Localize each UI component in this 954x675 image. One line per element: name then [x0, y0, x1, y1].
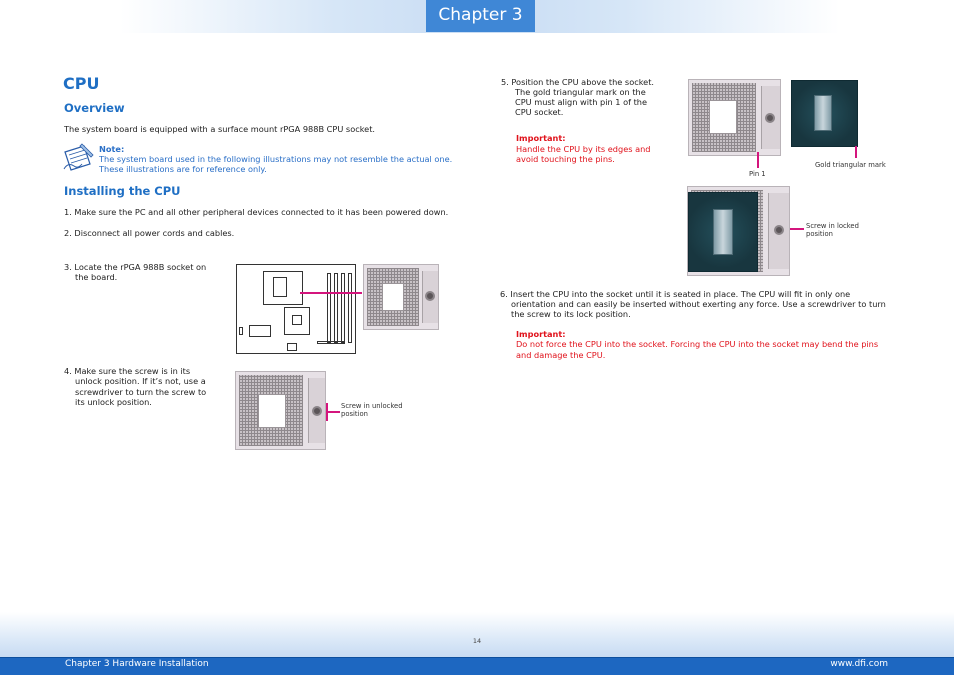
- note-pen-icon: [62, 142, 96, 172]
- step-4-line-2: unlock position. If it’s not, use a: [75, 376, 206, 386]
- step-6-important-label: Important:: [516, 329, 566, 339]
- step-6-important-1: Do not force the CPU into the socket. Forcing the CPU into the socket may bend the pins: [516, 339, 879, 349]
- step-5-line-4: CPU socket.: [515, 107, 564, 117]
- board-illustration: [236, 264, 356, 354]
- step-4-line-1: 4. Make sure the screw is in its: [64, 366, 191, 376]
- step-1: 1. Make sure the PC and all other peripheral devices connected to it has been powered down.: [64, 207, 449, 217]
- overview-heading: Overview: [64, 101, 125, 115]
- installing-heading: Installing the CPU: [64, 184, 181, 198]
- footer-gradient-band: [0, 612, 954, 657]
- page-number: 14: [472, 637, 482, 645]
- step-4-line-3: screwdriver to turn the screw to: [75, 387, 207, 397]
- step-5-important-1: Handle the CPU by its edges and: [516, 144, 651, 154]
- step-5-important-label: Important:: [516, 133, 566, 143]
- unlock-caption-1: Screw in unlocked: [341, 402, 403, 410]
- step-6-line-1: 6. Insert the CPU into the socket until it is seated in place. The CPU will fit in only one: [500, 289, 851, 299]
- step-5-line-1: 5. Position the CPU above the socket.: [501, 77, 655, 87]
- step-5-line-3: CPU must align with pin 1 of the: [515, 97, 648, 107]
- unlock-callout-tick: [326, 411, 340, 413]
- note-line-1: The system board used in the following illustrations may not resemble the actual one.: [99, 154, 453, 164]
- gold-mark-callout-line: [855, 146, 857, 158]
- socket-unlocked-illustration: [235, 371, 326, 450]
- step-6-important-2: and damage the CPU.: [516, 350, 606, 360]
- gold-mark-caption: Gold triangular mark: [815, 161, 886, 169]
- locked-caption-2: position: [806, 230, 833, 238]
- locked-callout-line: [790, 228, 804, 230]
- pin1-caption: Pin 1: [749, 170, 766, 178]
- socket-callout-line: [300, 292, 362, 294]
- footer-website-link[interactable]: www.dfi.com: [830, 659, 888, 669]
- cpu-seated-illustration: [688, 192, 758, 272]
- page-title: CPU: [63, 74, 100, 93]
- step-5-important-2: avoid touching the pins.: [516, 154, 615, 164]
- note-line-2: These illustrations are for reference only.: [99, 164, 267, 174]
- step-3-line-2: the board.: [75, 272, 118, 282]
- cpu-chip-illustration: [791, 80, 858, 147]
- unlock-caption-2: position: [341, 410, 368, 418]
- step-6-line-2: orientation and can easily be inserted without exerting any force. Use a screwdriver to turn: [511, 299, 886, 309]
- step-5-line-2: The gold triangular mark on the: [515, 87, 646, 97]
- step-2: 2. Disconnect all power cords and cables.: [64, 228, 235, 238]
- chapter-tab: Chapter 3: [426, 0, 535, 32]
- socket-closeup: [363, 264, 439, 330]
- overview-text: The system board is equipped with a surface mount rPGA 988B CPU socket.: [64, 124, 376, 134]
- step-3-line-1: 3. Locate the rPGA 988B socket on: [64, 262, 207, 272]
- step-4-line-4: its unlock position.: [75, 397, 152, 407]
- socket-pin1-illustration: [688, 79, 781, 156]
- pin1-callout-line: [757, 152, 759, 168]
- locked-caption-1: Screw in locked: [806, 222, 859, 230]
- note-label: Note:: [99, 144, 125, 154]
- step-6-line-3: the screw to its lock position.: [511, 309, 631, 319]
- footer-chapter-label: Chapter 3 Hardware Installation: [65, 659, 209, 669]
